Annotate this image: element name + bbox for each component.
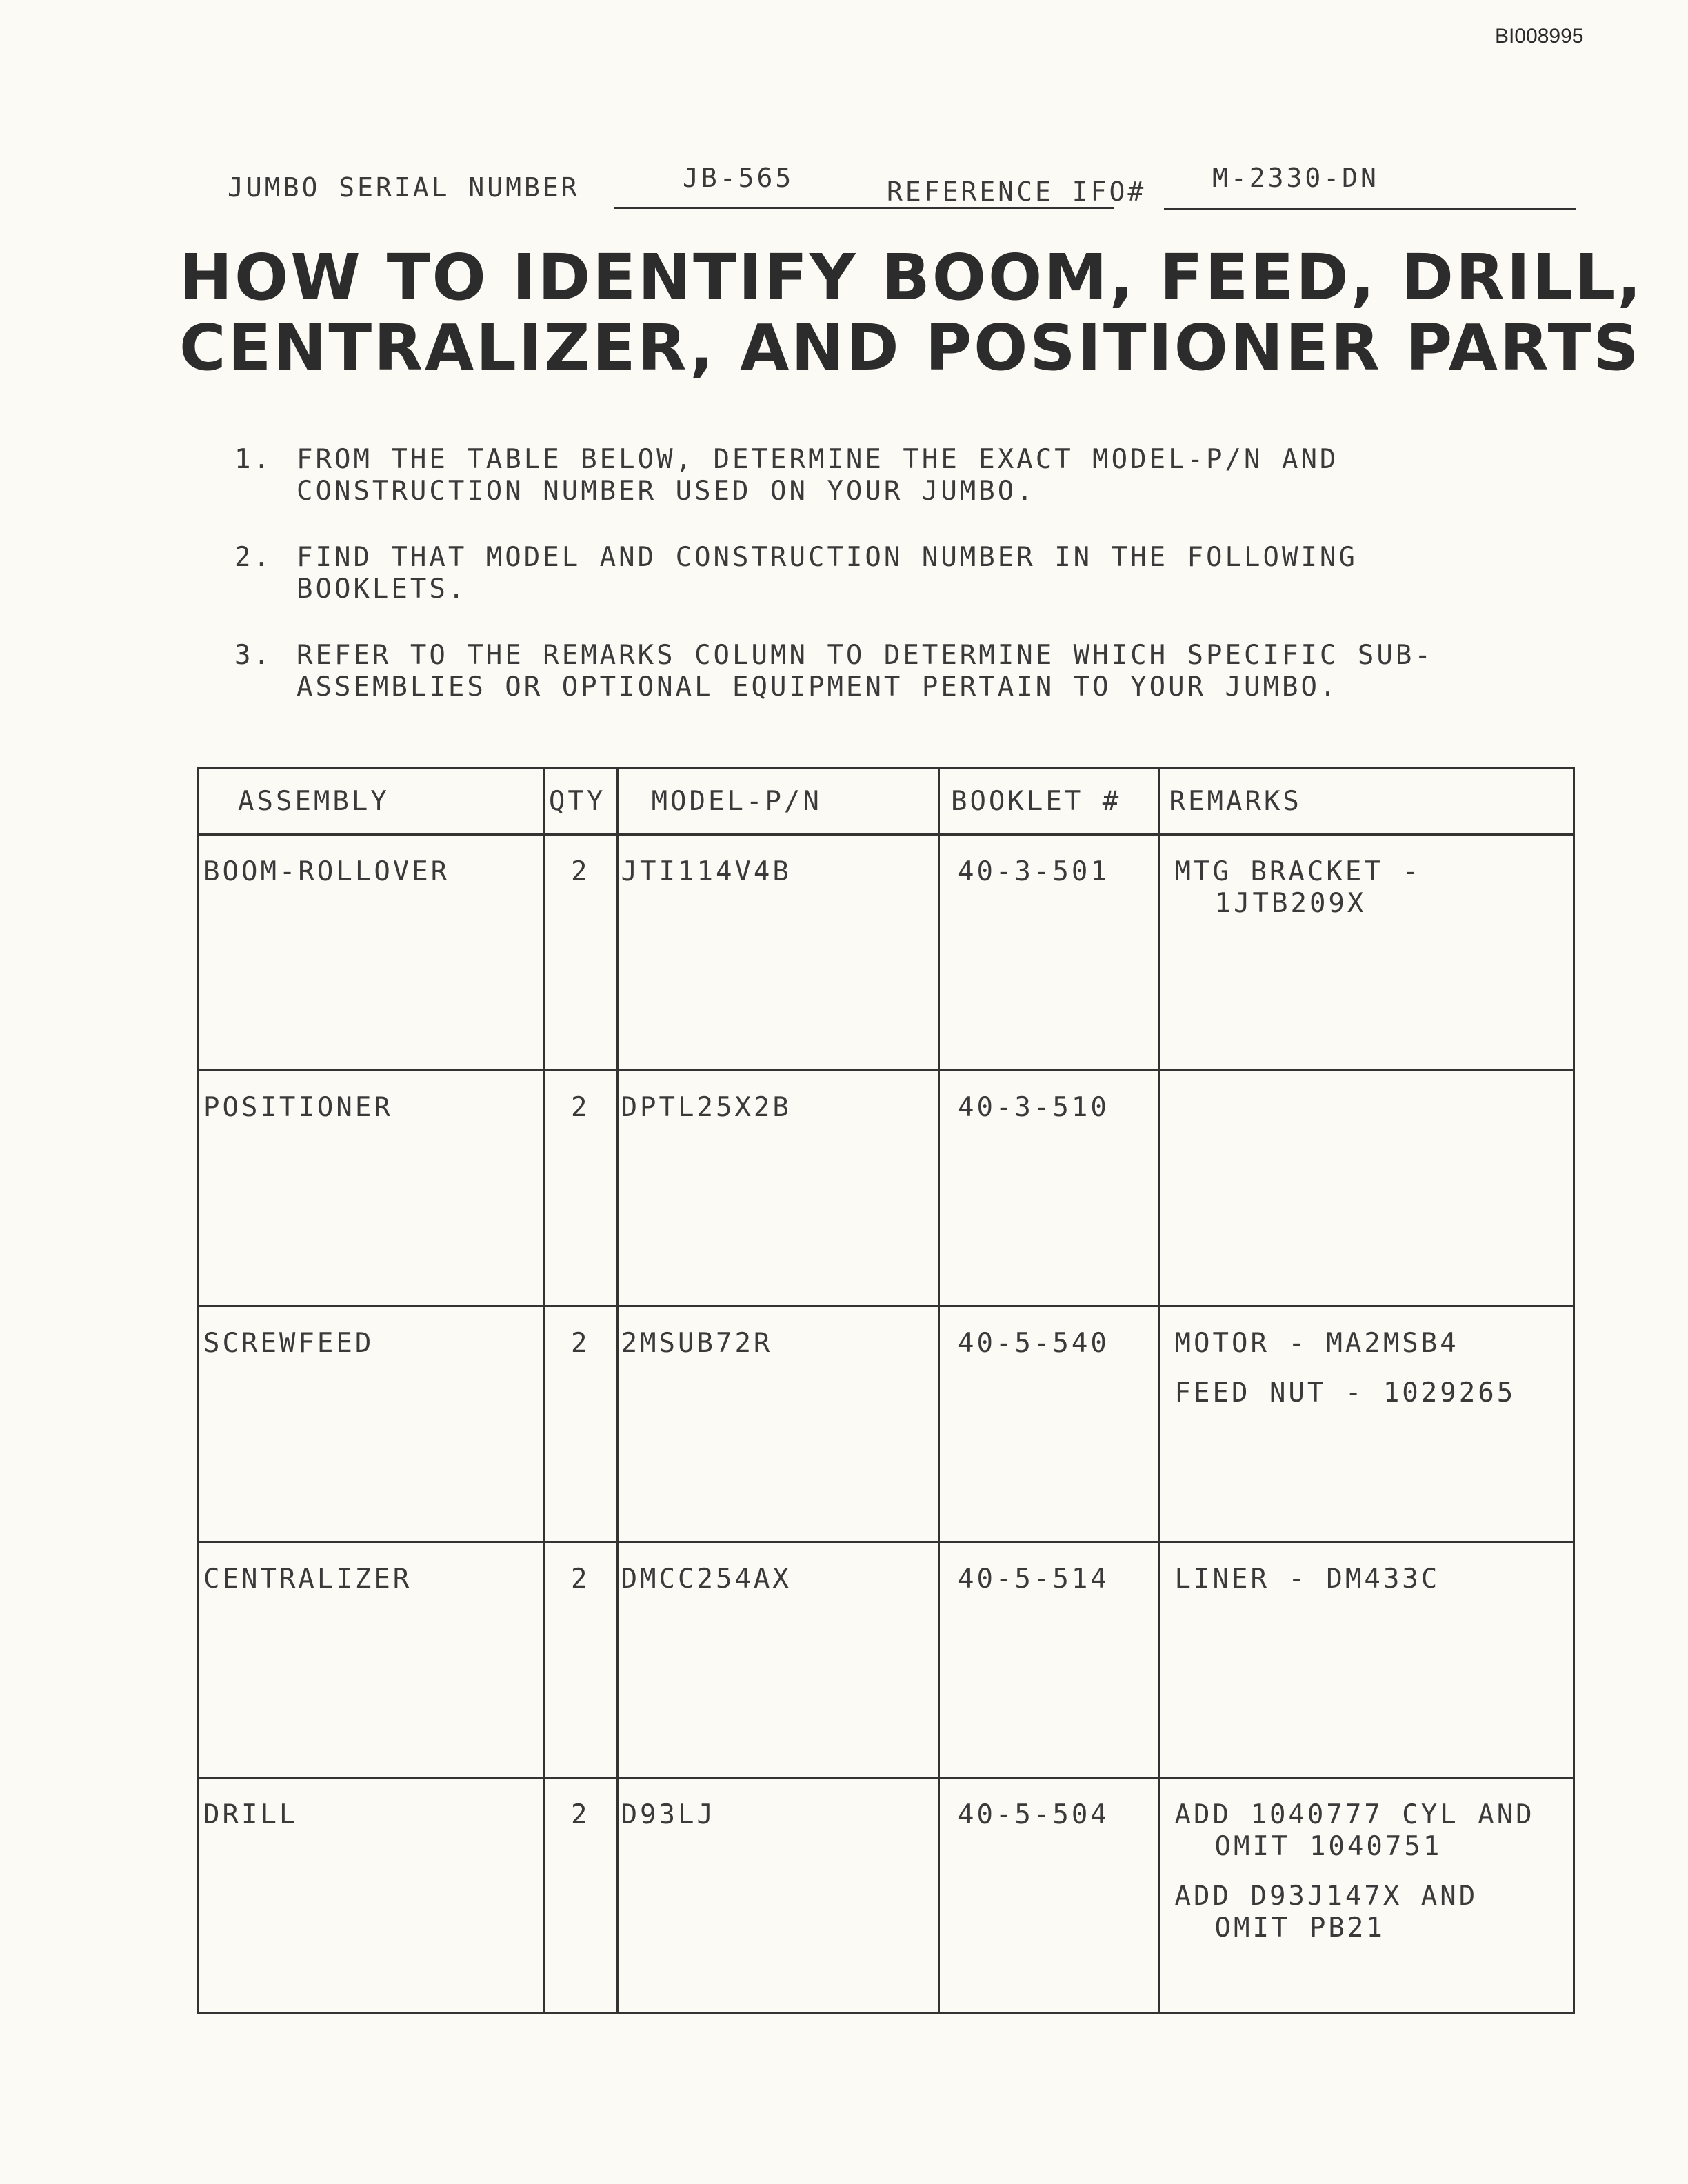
title-line-2: CENTRALIZER, AND POSITIONER PARTS [179, 311, 1641, 385]
instruction-list [234, 444, 1476, 738]
cell-qty: 2 [543, 1542, 617, 1778]
table-header-row [199, 768, 1574, 835]
remark-entry [1175, 1799, 1567, 1863]
ifo-value: M-2330-DN [1212, 163, 1379, 193]
step-number: 1. [234, 444, 272, 475]
step-text: FROM THE TABLE BELOW, DETERMINE THE EXACT MODEL-P/N AND CONSTRUCTION NUMBER USED ON YOUR JUMBO. [297, 444, 1339, 507]
header-model: MODEL-P/N [617, 768, 938, 835]
cell-booklet: 40-3-501 [938, 835, 1158, 1071]
cell-remarks [1158, 1071, 1574, 1306]
cell-assembly: SCREWFEED [199, 1306, 544, 1542]
ifo-label: REFERENCE IFO# [887, 176, 1147, 207]
cell-booklet: 40-3-510 [938, 1071, 1158, 1306]
step-text: REFER TO THE REMARKS COLUMN TO DETERMINE WHICH SPECIFIC SUB-ASSEMBLIES OR OPTIONAL EQUIPMENT PERTAIN TO YOUR JUMBO. [297, 640, 1434, 702]
table-row [199, 835, 1574, 1071]
remark-line-1: MTG BRACKET - [1174, 856, 1421, 887]
cell-assembly: POSITIONER [199, 1071, 544, 1306]
parts-table [197, 767, 1575, 2014]
serial-label: JUMBO SERIAL NUMBER [228, 172, 580, 203]
remark-entry [1175, 1377, 1567, 1409]
title-line-1: HOW TO IDENTIFY BOOM, FEED, DRILL, [179, 241, 1644, 314]
header-qty: QTY [543, 768, 617, 835]
serial-underline [614, 207, 1114, 209]
remark-line-1: FEED NUT - 1029265 [1174, 1377, 1516, 1408]
cell-qty: 2 [543, 1778, 617, 2014]
table-row [199, 1542, 1574, 1778]
remark-entry [1175, 1881, 1567, 1944]
cell-model: D93LJ [617, 1778, 938, 2014]
cell-assembly: BOOM-ROLLOVER [199, 835, 544, 1071]
remark-line-1: ADD D93J147X AND [1174, 1881, 1478, 1912]
cell-qty: 2 [543, 835, 617, 1071]
instruction-step [234, 640, 1476, 703]
table-row [199, 1071, 1574, 1306]
cell-remarks [1158, 1778, 1574, 2014]
cell-model: 2MSUB72R [617, 1306, 938, 1542]
page-title [179, 241, 1644, 385]
remark-line-1: LINER - DM433C [1174, 1564, 1440, 1595]
step-number: 3. [234, 640, 272, 671]
header-remarks: REMARKS [1158, 768, 1574, 835]
remark-entry [1175, 1328, 1567, 1359]
serial-row [228, 163, 1579, 218]
cell-qty: 2 [543, 1306, 617, 1542]
cell-booklet: 40-5-514 [938, 1542, 1158, 1778]
remark-line-1: ADD 1040777 CYL AND [1174, 1799, 1535, 1830]
remark-line-1: MOTOR - MA2MSB4 [1174, 1328, 1459, 1359]
cell-assembly: CENTRALIZER [199, 1542, 544, 1778]
remark-line-2: 1JTB209X [1214, 888, 1367, 919]
header-booklet: BOOKLET # [938, 768, 1158, 835]
remark-line-2: OMIT 1040751 [1214, 1831, 1443, 1862]
header-assembly: ASSEMBLY [199, 768, 544, 835]
table-row [199, 1306, 1574, 1542]
instruction-step [234, 444, 1476, 507]
ifo-underline [1164, 208, 1576, 210]
cell-model: DMCC254AX [617, 1542, 938, 1778]
cell-qty: 2 [543, 1071, 617, 1306]
document-id: BI008995 [1495, 25, 1584, 48]
serial-value: JB-565 [683, 163, 794, 193]
remark-line-2: OMIT PB21 [1214, 1912, 1385, 1943]
cell-booklet: 40-5-540 [938, 1306, 1158, 1542]
cell-model: DPTL25X2B [617, 1071, 938, 1306]
table-row [199, 1778, 1574, 2014]
cell-remarks [1158, 835, 1574, 1071]
cell-assembly: DRILL [199, 1778, 544, 2014]
cell-model: JTI114V4B [617, 835, 938, 1071]
step-text: FIND THAT MODEL AND CONSTRUCTION NUMBER IN THE FOLLOWING BOOKLETS. [297, 542, 1358, 605]
cell-remarks [1158, 1542, 1574, 1778]
cell-booklet: 40-5-504 [938, 1778, 1158, 2014]
step-number: 2. [234, 542, 272, 573]
instruction-step [234, 542, 1476, 605]
cell-remarks [1158, 1306, 1574, 1542]
remark-entry [1175, 856, 1567, 920]
remark-entry [1175, 1564, 1567, 1595]
